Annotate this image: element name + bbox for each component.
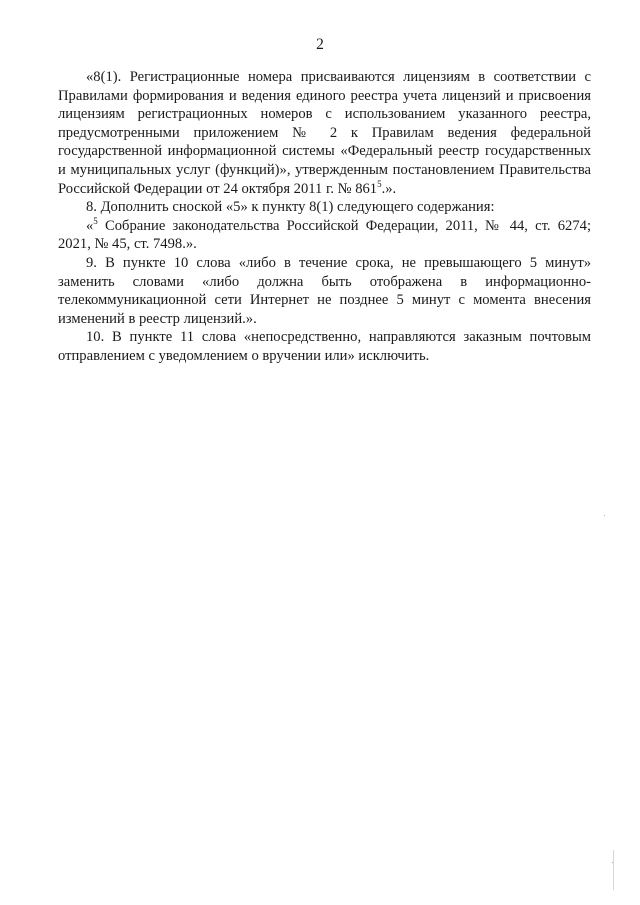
paragraph-text-end: .». (381, 180, 397, 197)
paragraph-item-10: 10. В пункте 11 слова «непосредственно, направляются заказным почтовым отправлением с уведомлением о вручении или» исключить. (58, 329, 591, 364)
paragraph-item-9: 9. В пункте 10 слова «либо в течение срока, не превышающего 5 минут» заменить словами «либо должна быть отображена в информационно-телекоммуникационной сети Интернет не позднее 5 минут с момента внесения изменений в реестр лицензий.». (58, 254, 591, 327)
scan-speck (604, 515, 605, 516)
document-body (58, 68, 591, 366)
paragraph-text: «8(1). Регистрационные номера присваиваются лицензиям в соответствии с Правилами формирования и ведения единого реестра учета лицензий и присвоения лицензиям регистрационных номеров с использованием указанного реестра, предусмотренными приложением № 2 к Правилам ведения федеральной государственной информационной системы «Федеральный реестр государственных и муниципальных услуг (функций)», утвержденным постановлением Правительства Российской Федерации от 24 октября 2011 г. № 861 (58, 69, 591, 197)
paragraph-footnote-5 (58, 217, 591, 254)
scan-edge-mark (613, 850, 614, 890)
scan-speck (612, 862, 613, 863)
footnote-marker: 5 (93, 215, 98, 226)
quote-open: « (86, 217, 94, 234)
footnote-text: Собрание законодательства Российской Федерации, 2011, № 44, ст. 6274; 2021, № 45, ст. 7498.». (58, 217, 591, 253)
footnote-reference: 5 (377, 178, 382, 189)
paragraph-item-8: 8. Дополнить сноской «5» к пункту 8(1) следующего содержания: (86, 199, 495, 216)
paragraph-8-1 (58, 68, 591, 198)
page-number: 2 (316, 36, 324, 53)
